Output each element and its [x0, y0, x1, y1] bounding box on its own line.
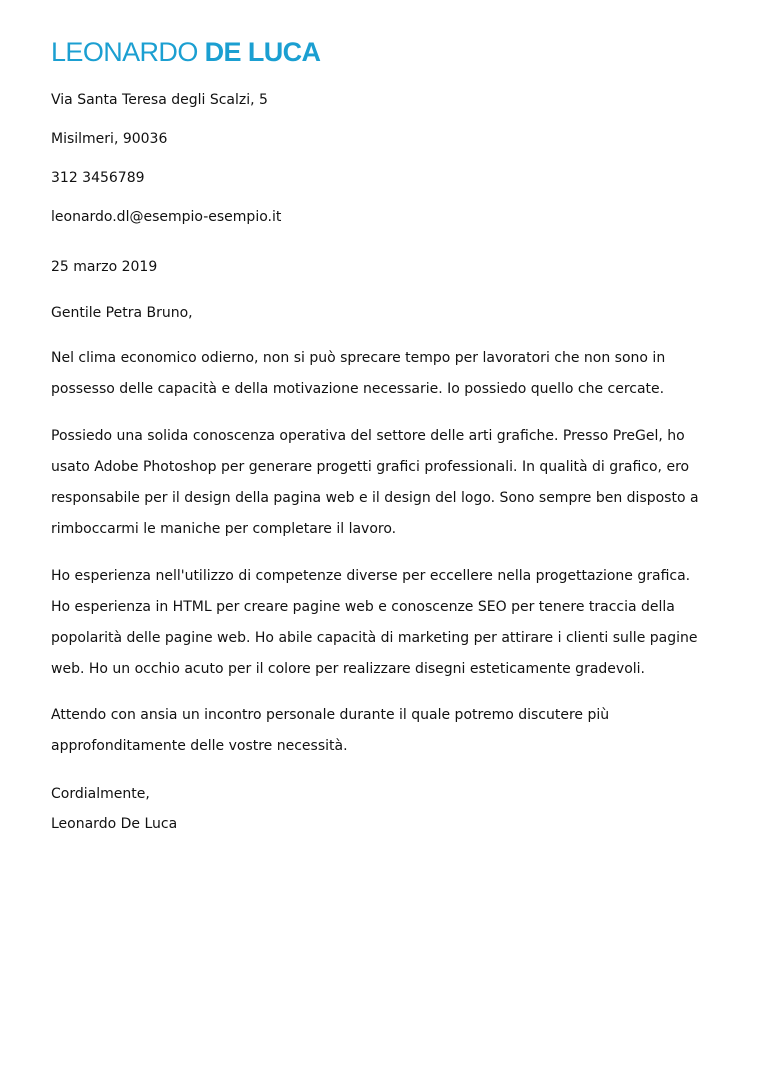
sender-email: leonardo.dl@esempio-esempio.it [51, 209, 282, 225]
body-paragraph-2 [51, 421, 731, 545]
sender-last-name: DE LUCA [204, 37, 321, 67]
body-paragraph-1 [51, 343, 731, 405]
body-paragraph-3 [51, 561, 731, 685]
sender-city: Misilmeri, 90036 [51, 131, 168, 147]
paragraph-line: approfonditamente delle vostre necessità. [51, 738, 348, 754]
letter-date: 25 marzo 2019 [51, 259, 158, 275]
sender-name-heading [51, 36, 320, 68]
paragraph-line: Possiedo una solida conoscenza operativa del settore delle arti grafiche. Presso PreGel, ho [51, 428, 685, 444]
paragraph-line: Ho esperienza in HTML per creare pagine web e conoscenze SEO per tenere traccia della [51, 599, 675, 615]
paragraph-line: popolarità delle pagine web. Ho abile capacità di marketing per attirare i clienti sulle pagine [51, 630, 698, 646]
sender-first-name: LEONARDO [51, 37, 198, 67]
paragraph-line: Attendo con ansia un incontro personale durante il quale potremo discutere più [51, 707, 610, 723]
paragraph-line: usato Adobe Photoshop per generare progetti grafici professionali. In qualità di grafico, ero [51, 459, 690, 475]
letter-salutation: Gentile Petra Bruno, [51, 305, 193, 321]
paragraph-line: Nel clima economico odierno, non si può sprecare tempo per lavoratori che non sono in [51, 350, 666, 366]
sender-phone: 312 3456789 [51, 170, 145, 186]
paragraph-line: responsabile per il design della pagina web e il design del logo. Sono sempre ben disposto a [51, 490, 699, 506]
sender-address: Via Santa Teresa degli Scalzi, 5 [51, 92, 268, 108]
paragraph-line: web. Ho un occhio acuto per il colore per realizzare disegni esteticamente gradevoli. [51, 661, 645, 677]
paragraph-line: Ho esperienza nell'utilizzo di competenze diverse per eccellere nella progettazione grafica. [51, 568, 691, 584]
paragraph-line: possesso delle capacità e della motivazione necessarie. Io possiedo quello che cercate. [51, 381, 665, 397]
letter-closing: Cordialmente, [51, 786, 150, 802]
letter-signature: Leonardo De Luca [51, 816, 178, 832]
paragraph-line: rimboccarmi le maniche per completare il lavoro. [51, 521, 397, 537]
body-paragraph-4 [51, 700, 731, 762]
